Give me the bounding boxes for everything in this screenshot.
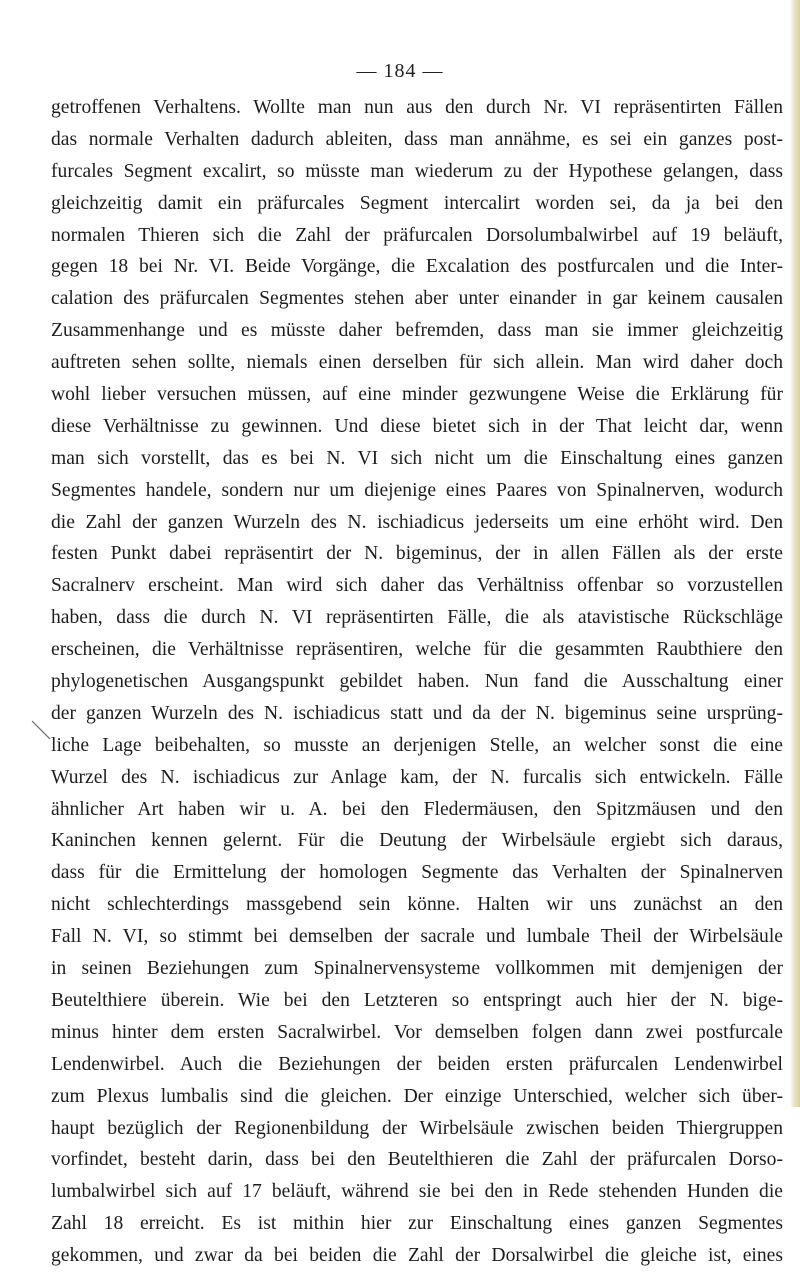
text-line: die Zahl der ganzen Wurzeln des N. ischiadicus jederseits um eine erhöht wird. Den (51, 511, 783, 533)
text-line: Beutelthiere überein. Wie bei den Letzteren so entspringt auch hier der N. bige- (51, 989, 783, 1011)
text-line: festen Punkt dabei repräsentirt der N. bigeminus, der in allen Fällen als der erste (51, 543, 783, 565)
body-text (51, 92, 783, 1272)
text-line: Sacralnerv erscheint. Man wird sich daher das Verhältniss offenbar so vorzustellen (51, 575, 783, 597)
text-line: ähnlicher Art haben wir u. A. bei den Fledermäusen, den Spitzmäusen und den (51, 798, 783, 820)
text-line: Lendenwirbel. Auch die Beziehungen der beiden ersten präfurcalen Lendenwirbel (51, 1053, 783, 1075)
text-line: wohl lieber versuchen müssen, auf eine minder gezwungene Weise die Erklärung für (51, 384, 783, 406)
text-line: dass für die Ermittelung der homologen Segmente das Verhalten der Spinalnerven (51, 862, 783, 884)
text-line: Segmentes handele, sondern nur um diejenige eines Paares von Spinalnerven, wodurch (51, 479, 783, 501)
text-line: furcales Segment excalirt, so müsste man wiederum zu der Hypothese gelangen, dass (51, 160, 783, 182)
text-line: gekommen, und zwar da bei beiden die Zahl der Dorsalwirbel die gleiche ist, eines (51, 1245, 783, 1267)
text-line: getroffenen Verhaltens. Wollte man nun aus den durch Nr. VI repräsentirten Fällen (51, 97, 783, 118)
text-line: liche Lage beibehalten, so musste an derjenigen Stelle, an welcher sonst die eine (51, 734, 783, 756)
margin-pencil-mark (30, 719, 52, 741)
text-line: in seinen Beziehungen zum Spinalnervensysteme vollkommen mit demjenigen der (51, 958, 783, 980)
text-line: vorfindet, besteht darin, dass bei den Beutelthieren die Zahl der präfurcalen Dorso- (51, 1149, 783, 1171)
text-line: Zahl 18 erreicht. Es ist mithin hier zur Einschaltung eines ganzen Segmentes (51, 1213, 783, 1235)
text-line: diese Verhältnisse zu gewinnen. Und diese bietet sich in der That leicht dar, wenn (51, 415, 783, 437)
text-line: normalen Thieren sich die Zahl der präfurcalen Dorsolumbalwirbel auf 19 beläuft, (51, 224, 783, 246)
text-line: gleichzeitig damit ein präfurcales Segment intercalirt worden sei, da ja bei den (51, 192, 783, 214)
text-line: das normale Verhalten dadurch ableiten, dass man annähme, es sei ein ganzes post- (51, 128, 783, 150)
text-line: Zusammenhange und es müsste daher befremden, dass man sie immer gleichzeitig (51, 320, 783, 342)
text-line: lumbalwirbel sich auf 17 beläuft, während sie bei den in Rede stehenden Hunden die (51, 1181, 783, 1203)
text-line: erscheinen, die Verhältnisse repräsentiren, welche für die gesammten Raubthiere den (51, 639, 783, 661)
text-line: Wurzel des N. ischiadicus zur Anlage kam, der N. furcalis sich entwickeln. Fälle (51, 766, 783, 788)
text-line: calation des präfurcalen Segmentes stehen aber unter einander in gar keinem causalen (51, 288, 783, 310)
text-line: nicht schlechterdings massgebend sein könne. Halten wir uns zunächst an den (51, 894, 783, 916)
page-number: — 184 — (356, 60, 444, 82)
text-line: Kaninchen kennen gelernt. Für die Deutung der Wirbelsäule ergiebt sich daraus, (51, 830, 783, 852)
text-line: haben, dass die durch N. VI repräsentirten Fälle, die als atavistische Rückschläge (51, 607, 783, 629)
text-line: haupt bezüglich der Regionenbildung der Wirbelsäule zwischen beiden Thiergruppen (51, 1117, 783, 1139)
text-line: gegen 18 bei Nr. VI. Beide Vorgänge, die Excalation des postfurcalen und die Inter- (51, 256, 783, 278)
text-line: der ganzen Wurzeln des N. ischiadicus statt und da der N. bigeminus seine ursprüng- (51, 702, 783, 724)
text-line: auftreten sehen sollte, niemals einen derselben für sich allein. Man wird daher doch (51, 352, 783, 374)
text-line: phylogenetischen Ausgangspunkt gebildet haben. Nun fand die Ausschaltung einer (51, 671, 783, 693)
text-line: zum Plexus lumbalis sind die gleichen. Der einzige Unterschied, welcher sich über- (51, 1085, 783, 1107)
text-line: Fall N. VI, so stimmt bei demselben der sacrale und lumbale Theil der Wirbelsäule (51, 926, 783, 948)
page-edge-shadow (790, 0, 800, 1107)
text-line: minus hinter dem ersten Sacralwirbel. Vor demselben folgen dann zwei postfurcale (51, 1021, 783, 1043)
text-line: man sich vorstellt, das es bei N. VI sich nicht um die Einschaltung eines ganzen (51, 447, 783, 469)
